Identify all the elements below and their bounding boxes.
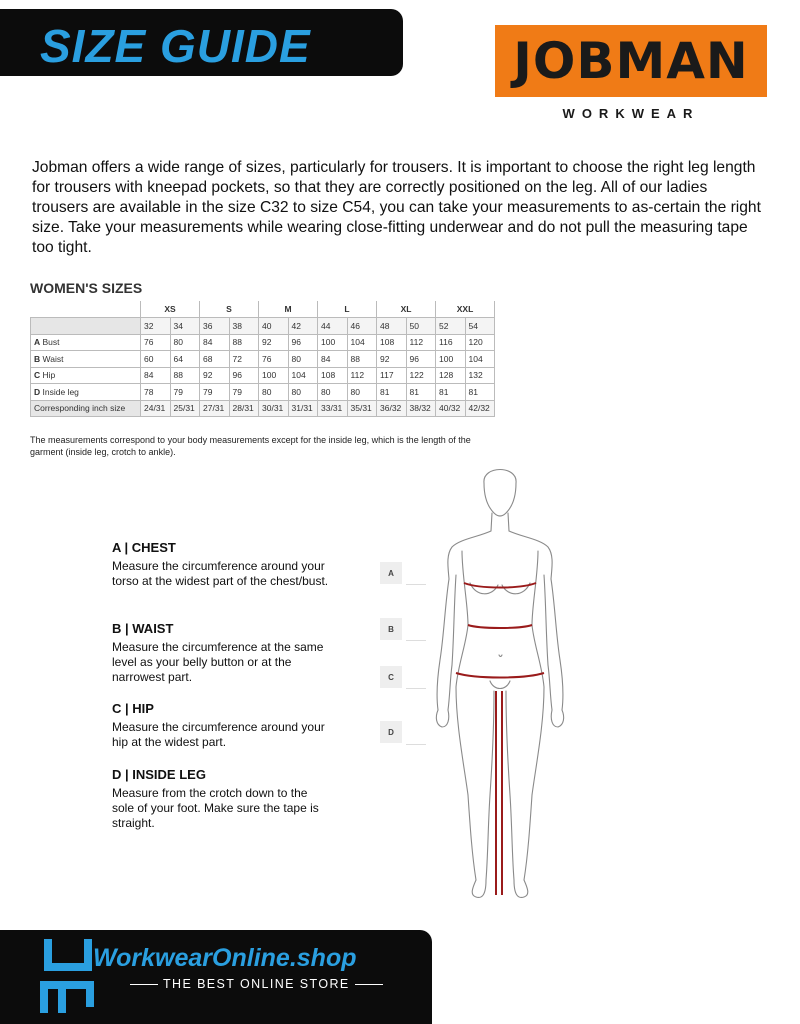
table-cell: 96 [229, 367, 259, 384]
table-cell: 80 [288, 384, 318, 401]
marker-b: B [380, 618, 402, 640]
size-number: 36 [200, 318, 230, 335]
hip-description: Measure the circumference around your hip at the widest part. [112, 720, 325, 749]
row-label [31, 384, 141, 401]
size-group: S [200, 301, 259, 318]
tagline-rule [355, 984, 383, 985]
size-group: XL [377, 301, 436, 318]
table-cell: 108 [318, 367, 348, 384]
table-cell: 79 [229, 384, 259, 401]
row-letter: B [34, 353, 41, 364]
row-label-text: Inside leg [42, 386, 79, 397]
size-number: 46 [347, 318, 377, 335]
row-label-text: Bust [42, 337, 60, 348]
size-number: 44 [318, 318, 348, 335]
table-row [31, 384, 495, 401]
row-letter: C [34, 370, 41, 381]
header-banner [0, 9, 403, 76]
size-number: 40 [259, 318, 289, 335]
hip-heading: C | HIP [112, 701, 154, 716]
table-cell [31, 318, 141, 335]
size-number: 52 [436, 318, 466, 335]
workwearonline-logo-icon [40, 937, 96, 1017]
row-label [31, 334, 141, 351]
jobman-logo [495, 25, 767, 97]
waist-description: Measure the circumference at the same level as your belly button or at the narrowest part. [112, 640, 324, 684]
row-label-text: Waist [42, 353, 64, 364]
row-label-text: Hip [42, 370, 56, 381]
table-cell: 64 [170, 351, 200, 368]
size-number: 38 [229, 318, 259, 335]
tagline-text: THE BEST ONLINE STORE [163, 977, 350, 991]
table-row [31, 400, 495, 417]
table-cell: 81 [406, 384, 436, 401]
table-cell: 81 [377, 384, 407, 401]
table-corner [31, 301, 141, 318]
size-number: 54 [465, 318, 495, 335]
table-cell: 108 [377, 334, 407, 351]
hip-line [456, 673, 544, 678]
inside-leg-description: Measure from the crotch down to the sole of your foot. Make sure the tape is straight. [112, 786, 319, 830]
chest-description: Measure the circumference around your torso at the widest part of the chest/bust. [112, 559, 329, 588]
size-number: 48 [377, 318, 407, 335]
table-cell: 122 [406, 367, 436, 384]
table-cell: 80 [318, 384, 348, 401]
table-cell: 88 [170, 367, 200, 384]
intro-paragraph: Jobman offers a wide range of sizes, particularly for trousers. It is important to choose the right leg length for trousers with kneepad pockets, so that they are correctly positioned on the leg. All of our ladies trousers are available in the size C32 to size C54, you can take your measurements to as-certain the right size. Take your measurements while wearing close-fitting underwear and do not pull the measuring tape too tight. [32, 159, 761, 256]
inside-leg-line [496, 691, 502, 895]
chest-heading: A | CHEST [112, 540, 176, 555]
size-group-row [31, 301, 495, 318]
table-note: The measurements correspond to your body measurements except for the inside leg, which is the length of the garment (inside leg, crotch to ankle). [30, 435, 471, 457]
table-cell: 68 [200, 351, 230, 368]
footer-brand-text [93, 944, 357, 973]
table-title: WOMEN'S SIZES [30, 280, 143, 296]
row-label [31, 351, 141, 368]
size-group: L [318, 301, 377, 318]
table-cell: 36/32 [377, 400, 407, 417]
row-label [31, 367, 141, 384]
marker-d: D [380, 721, 402, 743]
table-cell: 100 [259, 367, 289, 384]
table-cell: 88 [347, 351, 377, 368]
table-cell: 112 [406, 334, 436, 351]
marker-c: C [380, 666, 402, 688]
table-cell: 88 [229, 334, 259, 351]
size-group: XS [141, 301, 200, 318]
table-cell: 84 [141, 367, 171, 384]
table-cell: 92 [200, 367, 230, 384]
size-table [30, 301, 495, 417]
table-cell: 104 [465, 351, 495, 368]
table-cell: 84 [318, 351, 348, 368]
table-cell: 38/32 [406, 400, 436, 417]
size-number: 34 [170, 318, 200, 335]
waist-line [468, 625, 532, 628]
table-cell: 112 [347, 367, 377, 384]
table-cell: 80 [170, 334, 200, 351]
table-cell: 100 [436, 351, 466, 368]
table-row [31, 367, 495, 384]
marker-a: A [380, 562, 402, 584]
brand-suffix: .shop [289, 944, 357, 972]
table-cell: 81 [436, 384, 466, 401]
table-cell: 80 [347, 384, 377, 401]
table-cell: 78 [141, 384, 171, 401]
body-figure-illustration [420, 455, 580, 905]
inside-leg-heading: D | INSIDE LEG [112, 767, 206, 782]
table-cell: 27/31 [200, 400, 230, 417]
waist-heading: B | WAIST [112, 621, 174, 636]
row-letter: A [34, 337, 41, 348]
table-cell: 76 [259, 351, 289, 368]
brand-subtitle: WORKWEAR [562, 106, 700, 121]
table-cell: 120 [465, 334, 495, 351]
table-cell: 31/31 [288, 400, 318, 417]
table-cell: 72 [229, 351, 259, 368]
table-cell: 30/31 [259, 400, 289, 417]
size-number: 42 [288, 318, 318, 335]
table-cell: 80 [259, 384, 289, 401]
size-group: M [259, 301, 318, 318]
table-cell: 104 [288, 367, 318, 384]
table-cell: 33/31 [318, 400, 348, 417]
table-cell: 92 [259, 334, 289, 351]
table-cell: 79 [170, 384, 200, 401]
table-cell: 28/31 [229, 400, 259, 417]
table-cell: 100 [318, 334, 348, 351]
table-row [31, 334, 495, 351]
table-cell: 24/31 [141, 400, 171, 417]
table-cell: 60 [141, 351, 171, 368]
table-cell: 104 [347, 334, 377, 351]
size-group: XXL [436, 301, 495, 318]
chest-line [464, 583, 536, 588]
tagline-rule [130, 984, 158, 985]
table-cell: 42/32 [465, 400, 495, 417]
table-cell: 117 [377, 367, 407, 384]
table-cell: 128 [436, 367, 466, 384]
table-cell: 35/31 [347, 400, 377, 417]
table-cell: 132 [465, 367, 495, 384]
table-cell: 25/31 [170, 400, 200, 417]
table-cell: 84 [200, 334, 230, 351]
table-row [31, 351, 495, 368]
table-cell: 92 [377, 351, 407, 368]
row-letter: D [34, 386, 41, 397]
table-cell: 79 [200, 384, 230, 401]
table-cell: 40/32 [436, 400, 466, 417]
size-number: 50 [406, 318, 436, 335]
footer-tagline [130, 977, 383, 991]
brand-name: JOBMAN [513, 32, 749, 90]
table-cell: 81 [465, 384, 495, 401]
table-cell: 76 [141, 334, 171, 351]
size-number: 32 [141, 318, 171, 335]
brand-main: WorkwearOnline [93, 944, 290, 972]
table-cell: 80 [288, 351, 318, 368]
size-number-row [31, 318, 495, 335]
page-title: SIZE GUIDE [40, 20, 311, 72]
row-label: Corresponding inch size [31, 400, 141, 417]
table-cell: 116 [436, 334, 466, 351]
table-cell: 96 [288, 334, 318, 351]
table-cell: 96 [406, 351, 436, 368]
